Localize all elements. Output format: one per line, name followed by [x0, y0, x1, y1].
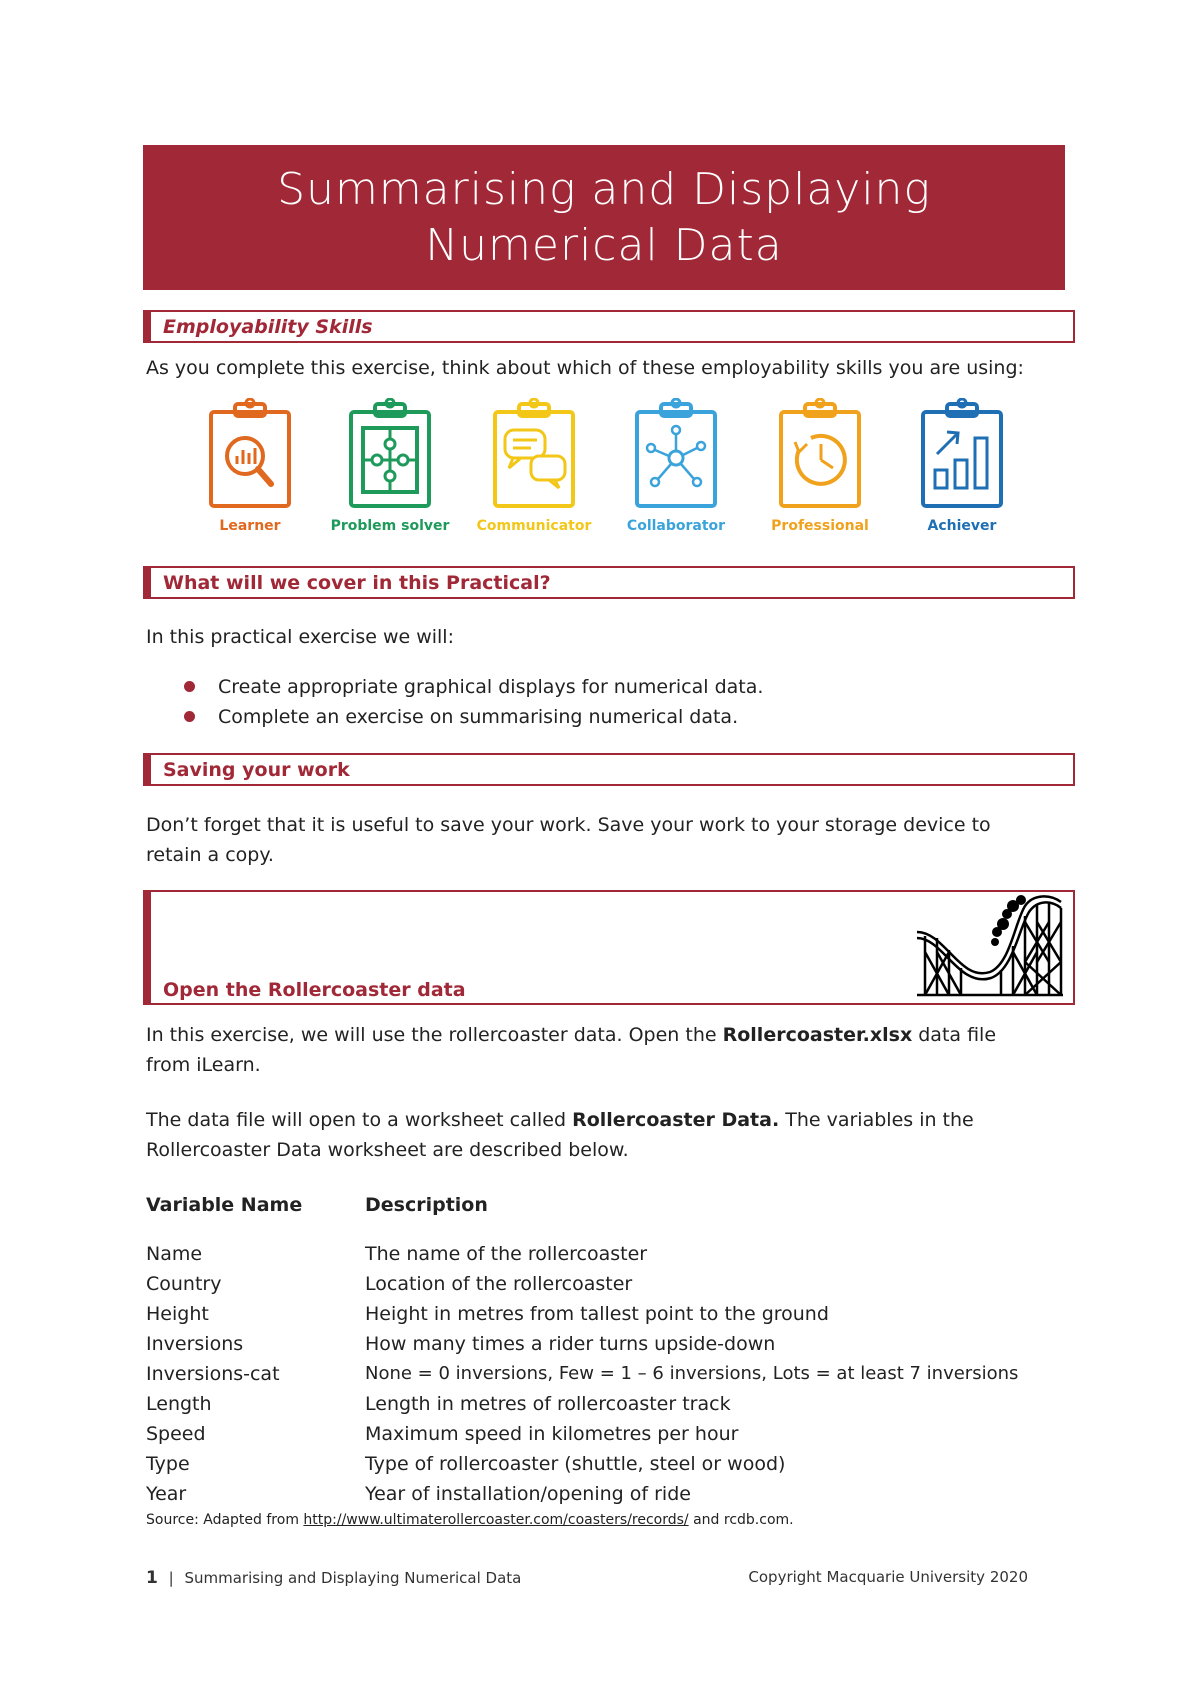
- cover-intro: In this practical exercise we will:: [146, 626, 454, 648]
- cell-name: Length: [146, 1393, 212, 1415]
- bullet-text: Create appropriate graphical displays for numerical data.: [218, 676, 764, 698]
- section-cover: What will we cover in this Practical?: [143, 566, 1075, 599]
- cell-desc: Maximum speed in kilometres per hour: [365, 1423, 739, 1445]
- cell-desc: Height in metres from tallest point to the ground: [365, 1303, 829, 1325]
- rollercoaster-icon: [915, 892, 1065, 997]
- cell-desc: How many times a rider turns upside-down: [365, 1333, 776, 1355]
- skill-problem-solver: [320, 398, 460, 534]
- cell-name: Height: [146, 1303, 209, 1325]
- header-variable-name: Variable Name: [146, 1194, 303, 1216]
- worksheet-name-text: Rollercoaster Data.: [572, 1109, 780, 1131]
- table-row: [146, 1389, 1086, 1419]
- worksheet-text: The data file will open to a worksheet called: [146, 1109, 573, 1131]
- cell-desc: Type of rollercoaster (shuttle, steel or wood): [365, 1453, 786, 1475]
- source-suffix: and rcdb.com.: [688, 1512, 794, 1528]
- worksheet-paragraph: [146, 1105, 1046, 1165]
- objectives-list: [180, 672, 763, 732]
- cell-desc: Length in metres of rollercoaster track: [365, 1393, 731, 1415]
- source-link[interactable]: http://www.ultimaterollercoaster.com/coasters/records/: [303, 1512, 689, 1528]
- bullet-text: Complete an exercise on summarising numerical data.: [218, 706, 739, 728]
- skill-communicator: [464, 398, 604, 534]
- cell-name: Country: [146, 1273, 222, 1295]
- page-footer: [146, 1568, 1046, 1588]
- cell-name: Inversions: [146, 1333, 244, 1355]
- bullet-icon: [184, 711, 195, 722]
- source-note: [146, 1512, 794, 1528]
- cell-desc: The name of the rollercoaster: [365, 1243, 648, 1265]
- cell-desc: Year of installation/opening of ride: [365, 1483, 691, 1505]
- section-employability: Employability Skills: [143, 310, 1075, 343]
- cell-desc: Location of the rollercoaster: [365, 1273, 633, 1295]
- skill-label-professional: Professional: [771, 518, 869, 534]
- table-row: [146, 1479, 1086, 1509]
- open-text: In this exercise, we will use the rollercoaster data. Open the: [146, 1024, 723, 1046]
- open-paragraph: [146, 1020, 1046, 1080]
- skill-label-learner: Learner: [219, 518, 281, 534]
- table-row: [146, 1359, 1086, 1389]
- title-line-1: Summarising and Displaying: [277, 163, 931, 215]
- section-open-box: [143, 890, 1075, 1005]
- title-banner: [143, 145, 1065, 290]
- intro-text: As you complete this exercise, think about which of these employability skills you are using:: [146, 357, 1024, 379]
- section-saving: Saving your work: [143, 753, 1075, 786]
- section-open: Open the Rollercoaster data: [163, 979, 466, 1001]
- skills-row: [180, 398, 1010, 538]
- table-row: [146, 1239, 1086, 1269]
- saving-text: Don’t forget that it is useful to save your work. Save your work to your storage device to retain a copy.: [146, 814, 991, 866]
- page-number: 1: [146, 1568, 158, 1588]
- source-prefix: Source: Adapted from: [146, 1512, 304, 1528]
- skill-learner: [180, 398, 320, 534]
- skill-collaborator: [606, 398, 746, 534]
- skill-achiever: [892, 398, 1032, 534]
- table-header: [146, 1190, 1086, 1220]
- puzzle-icon: [345, 398, 435, 516]
- worksheet-text-end: The variables in the Rollercoaster Data worksheet are described below.: [146, 1109, 974, 1161]
- footer-separator: |: [168, 1569, 174, 1587]
- cell-name: Speed: [146, 1423, 206, 1445]
- list-item: [180, 672, 763, 702]
- open-text-end: data file from iLearn.: [146, 1024, 997, 1076]
- table-row: [146, 1329, 1086, 1359]
- footer-title: Summarising and Displaying Numerical Data: [184, 1569, 522, 1587]
- skill-professional: [750, 398, 890, 534]
- cell-name: Name: [146, 1243, 203, 1265]
- growth-chart-icon: [917, 398, 1007, 516]
- cell-desc: None = 0 inversions, Few = 1 – 6 inversions, Lots = at least 7 inversions: [365, 1363, 1019, 1384]
- table-row: [146, 1449, 1086, 1479]
- cell-name: Type: [146, 1453, 190, 1475]
- cell-name: Inversions-cat: [146, 1363, 280, 1385]
- skill-label-collaborator: Collaborator: [626, 518, 726, 534]
- title-line-2: Numerical Data: [425, 219, 783, 271]
- filename-text: Rollercoaster.xlsx: [722, 1024, 913, 1046]
- bullet-icon: [184, 681, 195, 692]
- list-item: [180, 702, 763, 732]
- network-icon: [631, 398, 721, 516]
- footer-copyright: Copyright Macquarie University 2020: [748, 1568, 1028, 1586]
- table-row: [146, 1419, 1086, 1449]
- header-description: Description: [365, 1194, 488, 1216]
- skill-label-achiever: Achiever: [927, 518, 997, 534]
- magnifier-chart-icon: [205, 398, 295, 516]
- table-row: [146, 1299, 1086, 1329]
- cell-name: Year: [146, 1483, 187, 1505]
- clock-icon: [775, 398, 865, 516]
- skill-label-communicator: Communicator: [476, 518, 592, 534]
- skill-label-problem-solver: Problem solver: [330, 518, 450, 534]
- variable-table: [146, 1190, 1086, 1509]
- speech-bubbles-icon: [489, 398, 579, 516]
- table-row: [146, 1269, 1086, 1299]
